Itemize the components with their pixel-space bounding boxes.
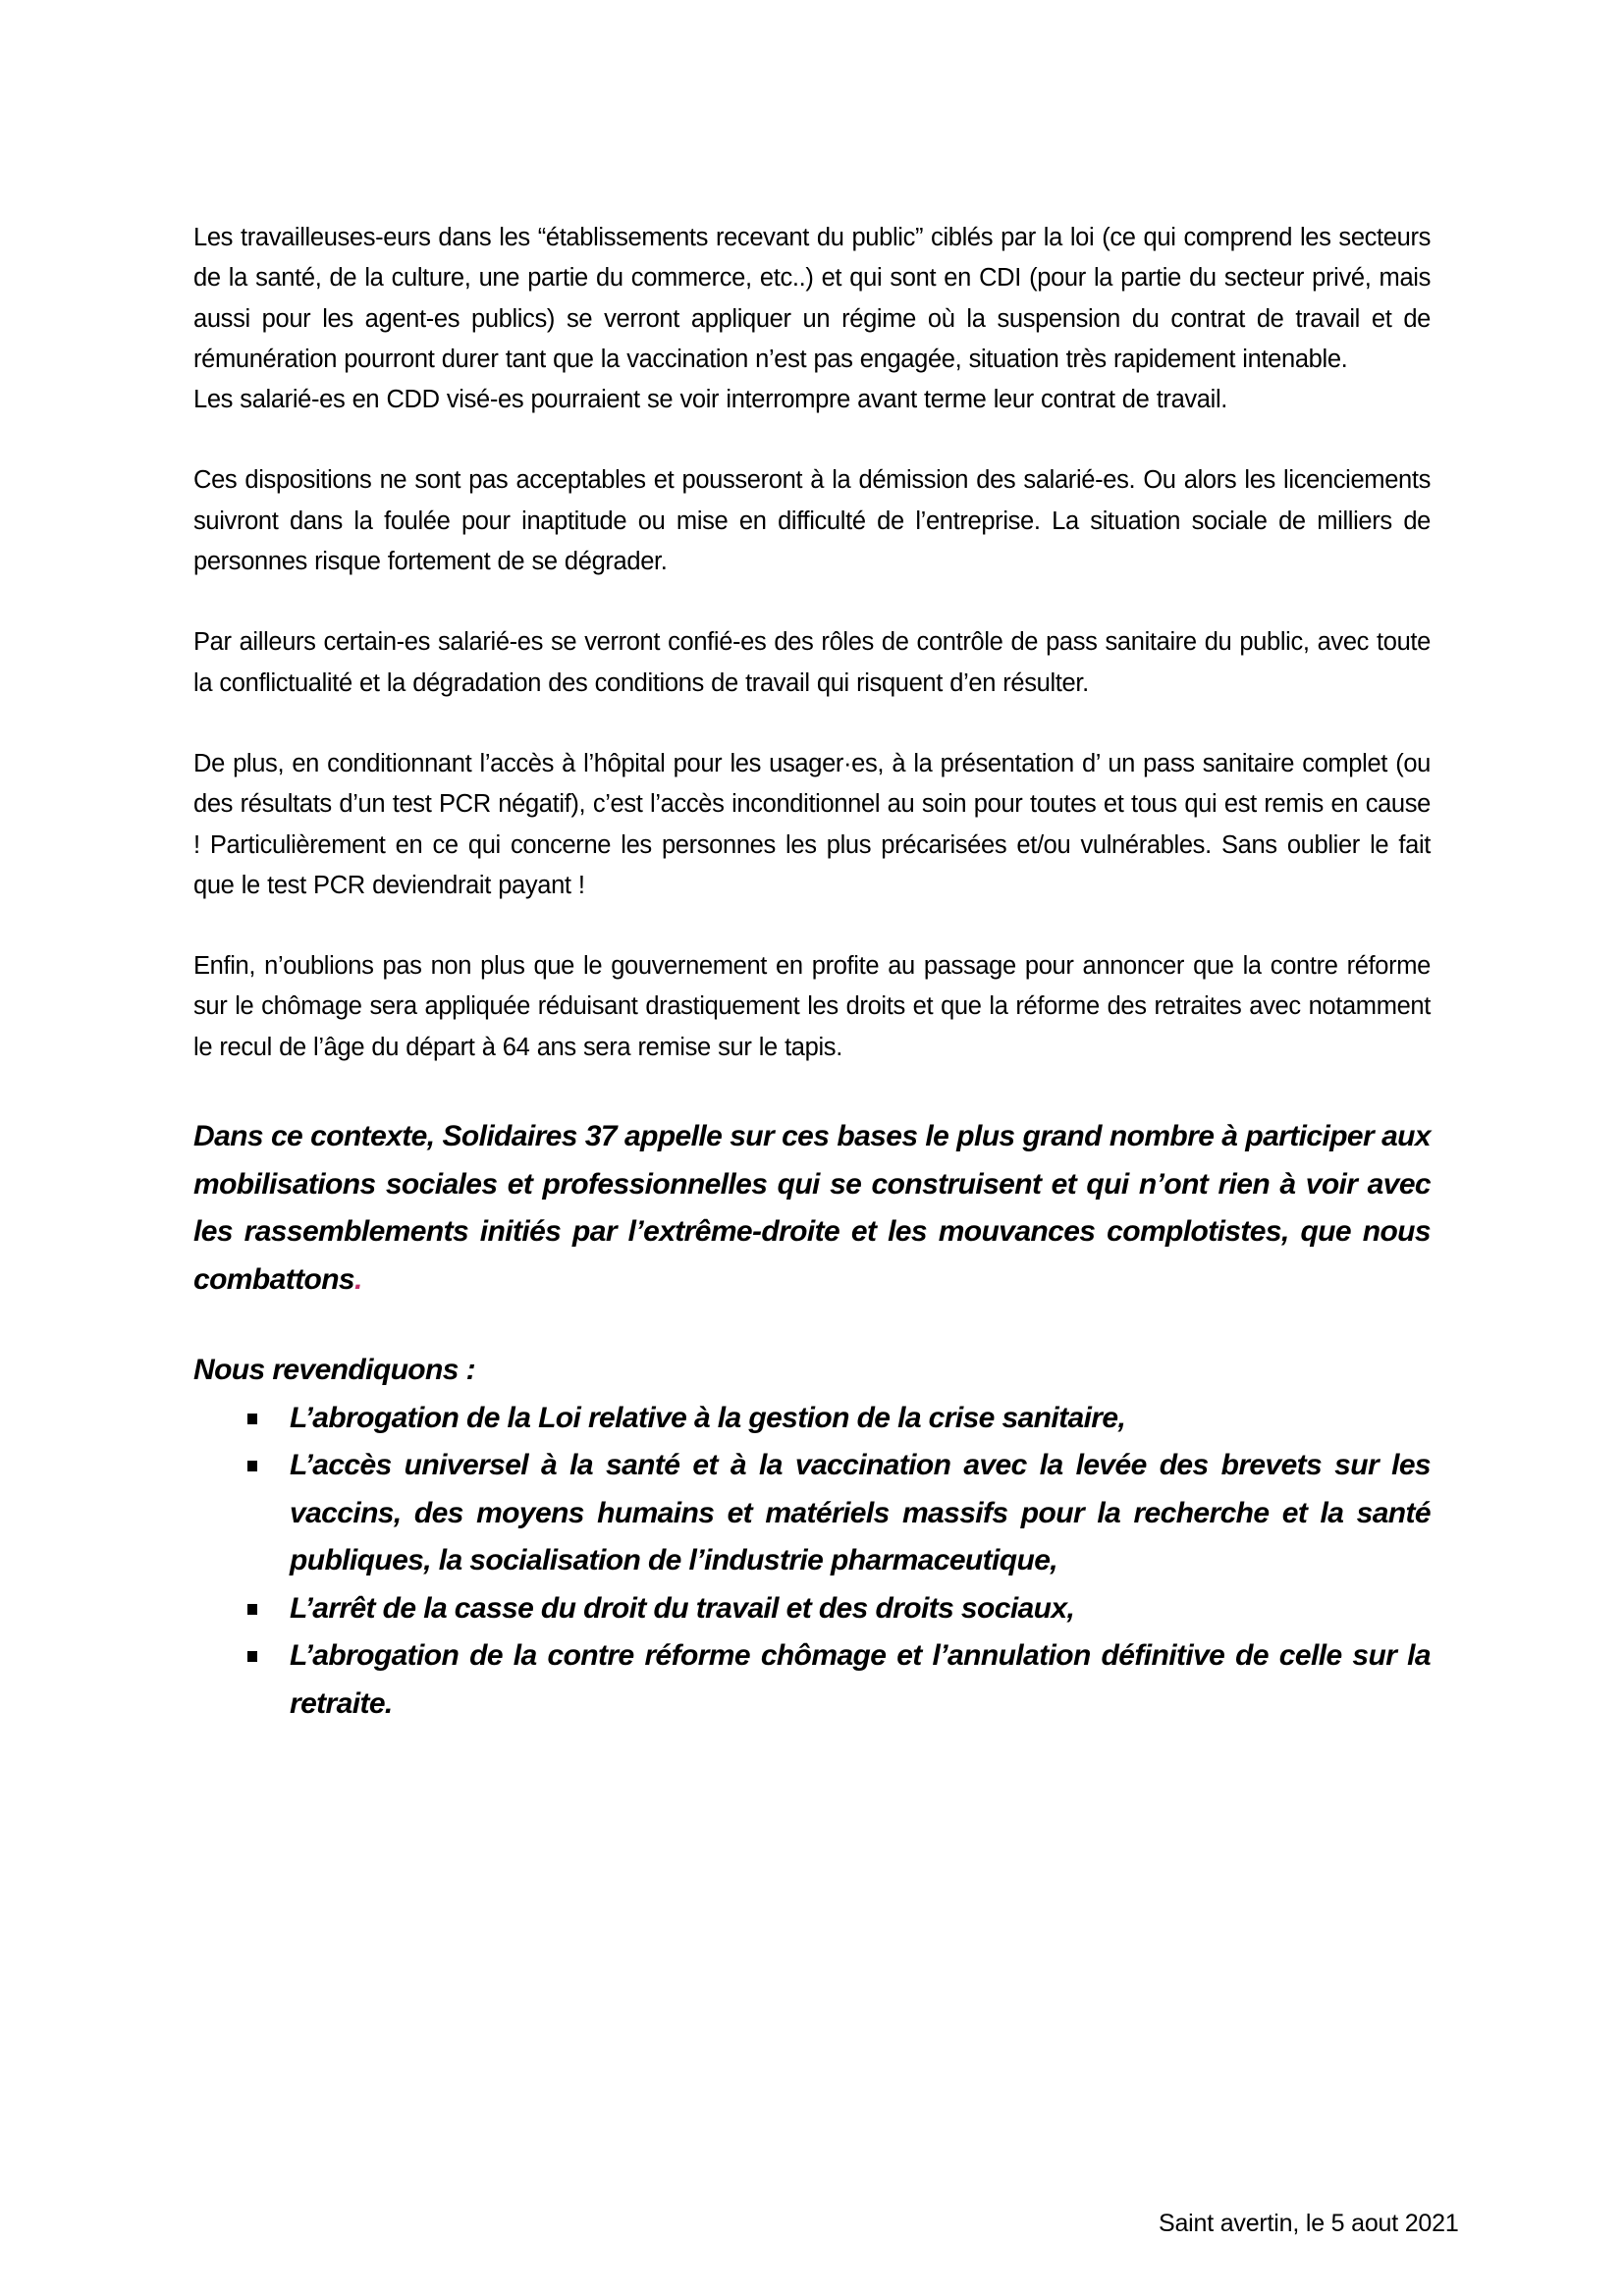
square-bullet-icon: [247, 1651, 257, 1662]
square-bullet-icon: [247, 1414, 257, 1424]
demand-item: [193, 1632, 1431, 1728]
paragraph-spacer: [193, 582, 1431, 622]
demand-item: [193, 1442, 1431, 1585]
call-to-action-text: Dans ce contexte, Solidaires 37 appelle sur ces bases le plus grand nombre à participer aux mobilisations sociales et professionnelles qui se construisent et qui n’ont rien à voir avec les rassemblements initiés par l’extrême-droite et les mouvances complotistes, que nous combattons: [193, 1120, 1431, 1296]
demand-text: L’arrêt de la casse du droit du travail et des droits sociaux,: [290, 1591, 1075, 1625]
call-to-action-period: .: [354, 1262, 362, 1296]
demand-item: [193, 1395, 1431, 1443]
square-bullet-icon: [247, 1461, 257, 1471]
demand-text: L’accès universel à la santé et à la vaccination avec la levée des brevets sur les vaccins, des moyens humains et matériels massifs pour la recherche et la santé publiques, la socialisation de l’industrie pharmaceutique,: [290, 1449, 1431, 1577]
paragraph-spacer: [193, 704, 1431, 744]
demand-text: L’abrogation de la Loi relative à la gestion de la crise sanitaire,: [290, 1401, 1126, 1434]
paragraph-reforms: Enfin, n’oublions pas non plus que le gouvernement en profite au passage pour annoncer que la contre réforme sur le chômage sera appliquée réduisant drastiquement les droits et que la réforme des retraites avec notamment le recul de l’âge du départ à 64 ans sera remise sur le tapis.: [193, 952, 1431, 1061]
paragraph-hospital-access: De plus, en conditionnant l’accès à l’hôpital pour les usager·es, à la présentation d’ un pass sanitaire complet (ou des résultats d’un test PCR négatif), c’est l’accès inconditionnel au soin pour toutes et tous qui est remis en cause ! Particulièrement en ce qui concerne les personnes les plus précarisées et/ou vulnérables. Sans oublier le fait que le test PCR deviendrait payant !: [193, 749, 1431, 899]
paragraph-spacer: [193, 1304, 1431, 1347]
paragraph-cdd-workers: Les salarié-es en CDD visé-es pourraient se voir interrompre avant terme leur contrat de travail.: [193, 386, 1228, 414]
document-page: [193, 218, 1431, 1728]
demand-item: [193, 1585, 1431, 1633]
square-bullet-icon: [247, 1604, 257, 1615]
demand-text: L’abrogation de la contre réforme chômage et l’annulation définitive de celle sur la retraite.: [290, 1639, 1431, 1720]
paragraph-pass-control: Par ailleurs certain-es salarié-es se verront confié-es des rôles de contrôle de pass sanitaire du public, avec toute la conflictualité et la dégradation des conditions de travail qui risquent d’en résulter.: [193, 628, 1431, 697]
signature-place-date: Saint avertin, le 5 aout 2021: [1159, 2210, 1459, 2237]
demands-list: [193, 1395, 1431, 1729]
paragraph-spacer: [193, 420, 1431, 460]
paragraph-spacer: [193, 906, 1431, 946]
paragraph-spacer: [193, 1068, 1431, 1113]
call-to-action: [193, 1113, 1431, 1304]
demands-title: Nous revendiquons :: [193, 1354, 475, 1387]
paragraph-erp-workers: Les travailleuses-eurs dans les “établissements recevant du public” ciblés par la loi (ce qui comprend les secteurs de la santé, de la culture, une partie du commerce, etc..) et qui sont en CDI (pour la partie du secteur privé, mais aussi pour les agent-es publics) se verront appliquer un régime où la suspension du contrat de travail et de rémunération pourront durer tant que la vaccination n’est pas engagée, situation très rapidement intenable.: [193, 224, 1431, 373]
paragraph-dispositions: Ces dispositions ne sont pas acceptables et pousseront à la démission des salarié-es. Ou alors les licenciements suivront dans la foulée pour inaptitude ou mise en difficulté de l’entreprise. La situation sociale de milliers de personnes risque fortement de se dégrader.: [193, 466, 1431, 576]
